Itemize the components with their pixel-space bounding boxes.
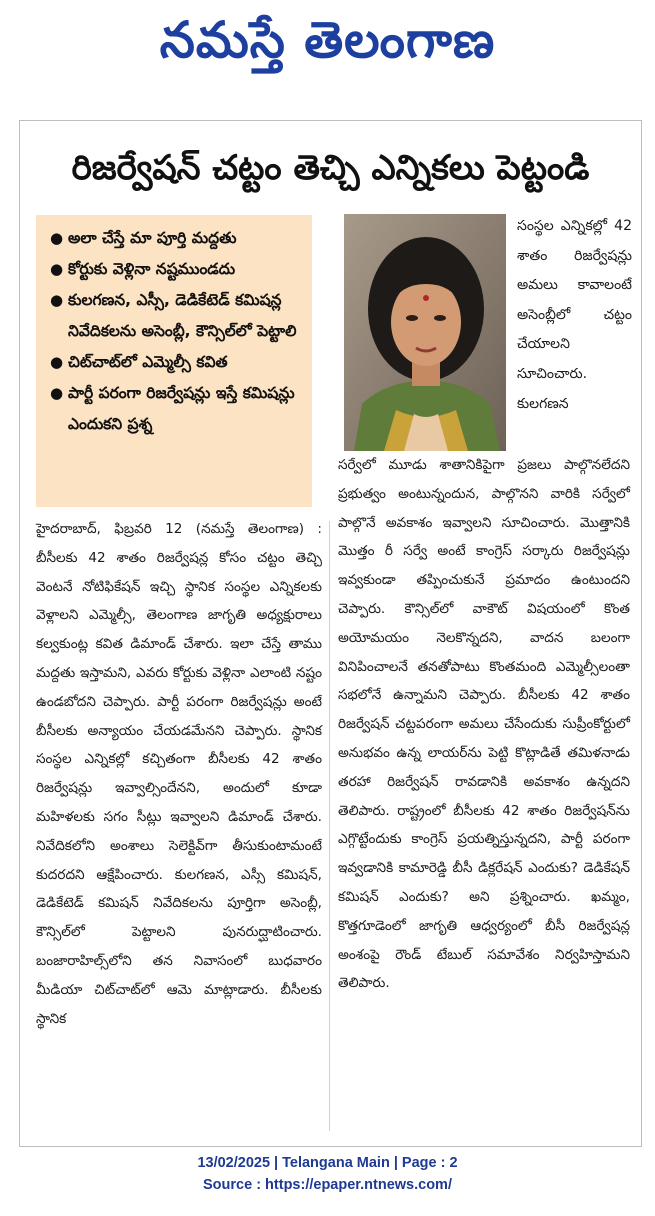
highlight-item: ● అలా చేస్తే మా పూర్తి మద్దతు <box>50 223 302 254</box>
highlights-box <box>36 215 312 507</box>
bullet-icon: ● <box>50 229 64 247</box>
bullet-icon: ● <box>50 260 64 278</box>
newspaper-masthead: నమస్తే తెలంగాణ <box>159 10 496 69</box>
bullet-icon: ● <box>50 384 64 402</box>
footer-date-page: 13/02/2025 | Telangana Main | Page : 2 <box>197 1155 458 1171</box>
article-headline: రిజర్వేషన్ చట్టం తెచ్చి ఎన్నికలు పెట్టండి <box>71 148 590 188</box>
highlight-item: ● పార్టీ పరంగా రిజర్వేషన్లు ఇస్తే కమిషన్లు ఎందుకని ప్రశ్న <box>50 378 302 440</box>
article-body-left-column: హైదరాబాద్, ఫిబ్రవరి 12 (నమస్తే తెలంగాణ) : బీసీలకు 42 శాతం రిజర్వేషన్ల కోసం చట్టం తెచ్చి వెంటనే నోటిఫికేషన్ ఇచ్చి స్థానిక సంస్థల ఎన్నికలకు వెళ్లాలని ఎమ్మెల్సీ, తెలంగాణ జాగృతి అధ్యక్షురాలు కల్వకుంట్ల కవిత డిమాండ్ చేశారు. ఇలా చేస్తే తాము మద్దతు ఇస్తామని, ఎవరు కోర్టుకు వెళ్లినా ఎలాంటి నష్టం ఉండబోదని చెప్పారు. పార్టీ పరంగా రిజర్వేషన్లు అంటే బీసీలకు అన్యాయం చేయడమేనని చెప్పారు. స్థానిక సంస్థల ఎన్నికల్లో కచ్చితంగా బీసీలకు 42 శాతం రిజర్వేషన్లు ఇవ్వాల్సిందేనని, అందులో కూడా మహిళలకు సగం సీట్లు ఇవ్వాలని డిమాండ్ చేశారు. నివేదికలోని అంశాలు సెలెక్టివ్‌గా తీసుకుంటామంటే కుదరదని ఆక్షేపించారు. కులగణన, ఎస్సీ కమిషన్, డెడికేటెడ్ కమిషన్ నివేదికలను పూర్తిగా అసెంబ్లీ, కౌన్సిల్‌లో పెట్టాలని పునరుద్ఘాటించారు. బంజారాహిల్స్‌లోని తన నివాసంలో బుధవారం మీడియా చిట్‌చాట్‌లో ఆమె మాట్లాడారు. బీసీలకు స్థానిక <box>36 521 322 1027</box>
portrait-photo <box>344 214 506 451</box>
bullet-icon: ● <box>50 353 64 371</box>
footer-source: Source : https://epaper.ntnews.com/ <box>203 1177 452 1193</box>
bullet-icon: ● <box>50 291 64 309</box>
news-clipping <box>19 120 642 1147</box>
highlight-item: ● కోర్టుకు వెళ్లినా నష్టముండదు <box>50 254 302 285</box>
side-column-text: సంస్థల ఎన్నికల్లో 42 శాతం రిజర్వేషన్లు అమలు కావాలంటే అసెంబ్లీలో చట్టం చేయాలని సూచించారు. కులగణన <box>517 218 632 412</box>
page-footer <box>0 1152 655 1196</box>
article-body-right-column: సర్వేలో మూడు శాతానికిపైగా ప్రజలు పాల్గొనలేదని ప్రభుత్వం అంటున్నందున, పాల్గొనని వారికి సర్వేలో పాల్గొనే అవకాశం ఇవ్వాలని సూచించారు. మొత్తానికి మొత్తం రీ సర్వే అంటే కాంగ్రెస్ సర్కారు రిజర్వేషన్లు ఇవ్వకుండా తప్పించుకునే ప్రమాదం ఉంటుందని చెప్పారు. కౌన్సిల్‌లో వాకౌట్ విషయంలో కొంత అయోమయం నెలకొన్నదని, వాదన బలంగా వినిపించాలనే తనతోపాటు కొంతమంది ఎమ్మెల్సీలంతా సభలోనే ఉన్నామని చెప్పారు. బీసీలకు 42 శాతం రిజర్వేషన్ చట్టపరంగా అమలు చేసేందుకు సుప్రీంకోర్టులో అనుభవం ఉన్న లాయర్‌ను పెట్టి కొట్లాడితే తమిళనాడు తరహా రిజర్వేషన్ రావడానికి అవకాశం ఉన్నదని తెలిపారు. రాష్ట్రంలో బీసీలకు 42 శాతం రిజర్వేషన్‌ను ఎగ్గొట్టేందుకు కాంగ్రెస్ ప్రయత్నిస్తున్నదని, పార్టీ పరంగా ఇవ్వడానికి కామారెడ్డి బీసీ డిక్లరేషన్ ఎందుకు? డెడికేషన్ కమిషన్ ఎందుకు? అని ప్రశ్నించారు. ఖమ్మం, కొత్తగూడెంలో జాగృతి ఆధ్వర్యంలో బీసీ రిజర్వేషన్ల అంశంపై రౌండ్ టేబుల్ సమావేశం నిర్వహిస్తామని తెలిపారు. <box>338 457 630 992</box>
highlight-item: ● చిట్‌చాట్‌లో ఎమ్మెల్సీ కవిత <box>50 347 302 378</box>
column-divider <box>329 521 330 1131</box>
highlight-item: ● కులగణన, ఎస్సీ, డెడికేటెడ్ కమిషన్ల నివేదికలను అసెంబ్లీ, కౌన్సిల్‌లో పెట్టాలి <box>50 285 302 347</box>
